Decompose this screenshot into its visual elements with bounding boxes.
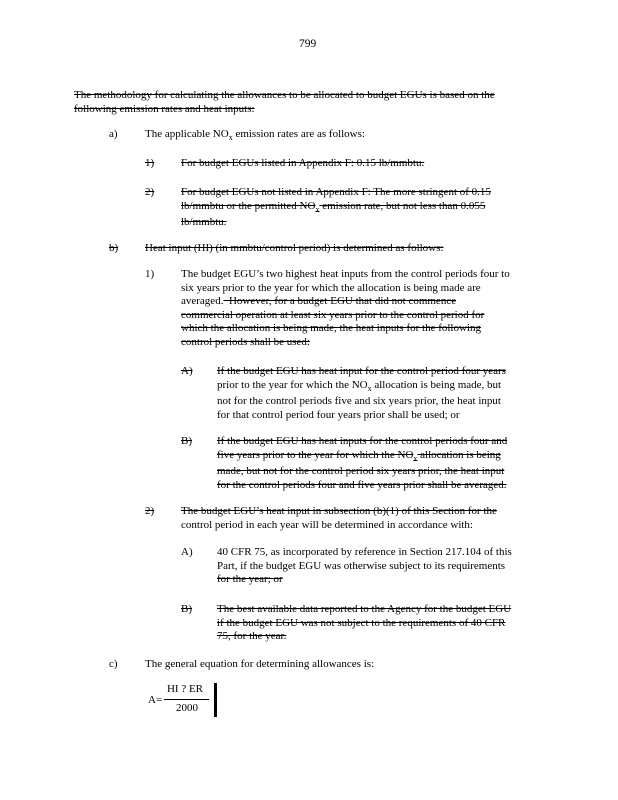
item-b2-label: 2) xyxy=(145,505,155,517)
item-c-text: The general equation for determining allowances is: xyxy=(145,658,375,670)
item-b-label: b) xyxy=(109,242,119,254)
item-b1-label: 1) xyxy=(145,268,155,280)
item-b2A-text: 40 CFR 75, as incorporated by reference in Section 217.104 of this Part, if the budget EGU was otherwise subject to its requirements for the year; or xyxy=(217,546,512,585)
fraction-bar xyxy=(164,699,209,700)
item-b-text: Heat input (HI) (in mmbtu/control period) is determined as follows: xyxy=(145,242,444,254)
intro-paragraph xyxy=(74,89,495,116)
equation-numerator: HI ? ER xyxy=(166,683,204,695)
item-b1B-text: If the budget EGU has heat inputs for the control periods four and five years prior to the year for which the $NO_x$ allocation is being made, but not for the control period six years prior, the heat input for the control periods four and five years prior shall be averaged. xyxy=(217,435,508,491)
equation-denominator: 2000 xyxy=(176,702,198,714)
item-b2A-label: A) xyxy=(181,546,193,558)
item-a2-label: 2) xyxy=(145,186,155,198)
text-cursor xyxy=(214,683,217,717)
item-b2-text: The budget EGU’s heat input in subsection (b)(1) of this Section for the control period in each year will be determined in accordance with: xyxy=(181,505,497,531)
item-a-text: The applicable $NO_x$ emission rates are as follows: xyxy=(145,128,365,143)
item-b2B-label: B) xyxy=(181,603,192,615)
item-a2-text: For budget EGUs not listed in Appendix F: The more stringent of 0.15 lb/mmbtu or the permitted $NO_x$ emission rate, but not less than 0.055 lb/mmbtu. xyxy=(181,186,491,229)
item-a1-label: 1) xyxy=(145,157,155,169)
item-c-label: c) xyxy=(109,658,118,670)
item-b1B-label: B) xyxy=(181,435,192,447)
intro-line-2: following emission rates and heat inputs: xyxy=(74,102,255,115)
item-b1A-label: A) xyxy=(181,365,193,377)
intro-line-1: The methodology for calculating the allowances to be allocated to budget EGUs is based on the xyxy=(74,89,495,101)
item-a-label: a) xyxy=(109,128,118,140)
equation-lhs: A= xyxy=(148,694,163,706)
item-b1A-text: If the budget EGU has heat input for the control period four years prior to the year for which the $NO_x$ allocation is being made, but not for the control periods five and six years prior, the heat input for that control period four years prior shall be used; or xyxy=(217,365,506,421)
item-b2B-text: The best available data reported to the Agency for the budget EGU if the budget EGU was not subject to the requirements of 40 CFR 75, for the year. xyxy=(217,603,512,642)
item-b1-text: The budget EGU’s two highest heat inputs from the control periods four to six years prior to the year for which the allocation is being made are averaged. However, for a budget EGU that did not commence commercial operation at least six years prior to the control period for which the allocation is being made, the heat inputs for the following control periods shall be used: xyxy=(181,268,510,348)
item-a1-text: For budget EGUs listed in Appendix F: 0.15 lb/mmbtu. xyxy=(181,157,425,169)
page-number: 799 xyxy=(299,38,317,50)
